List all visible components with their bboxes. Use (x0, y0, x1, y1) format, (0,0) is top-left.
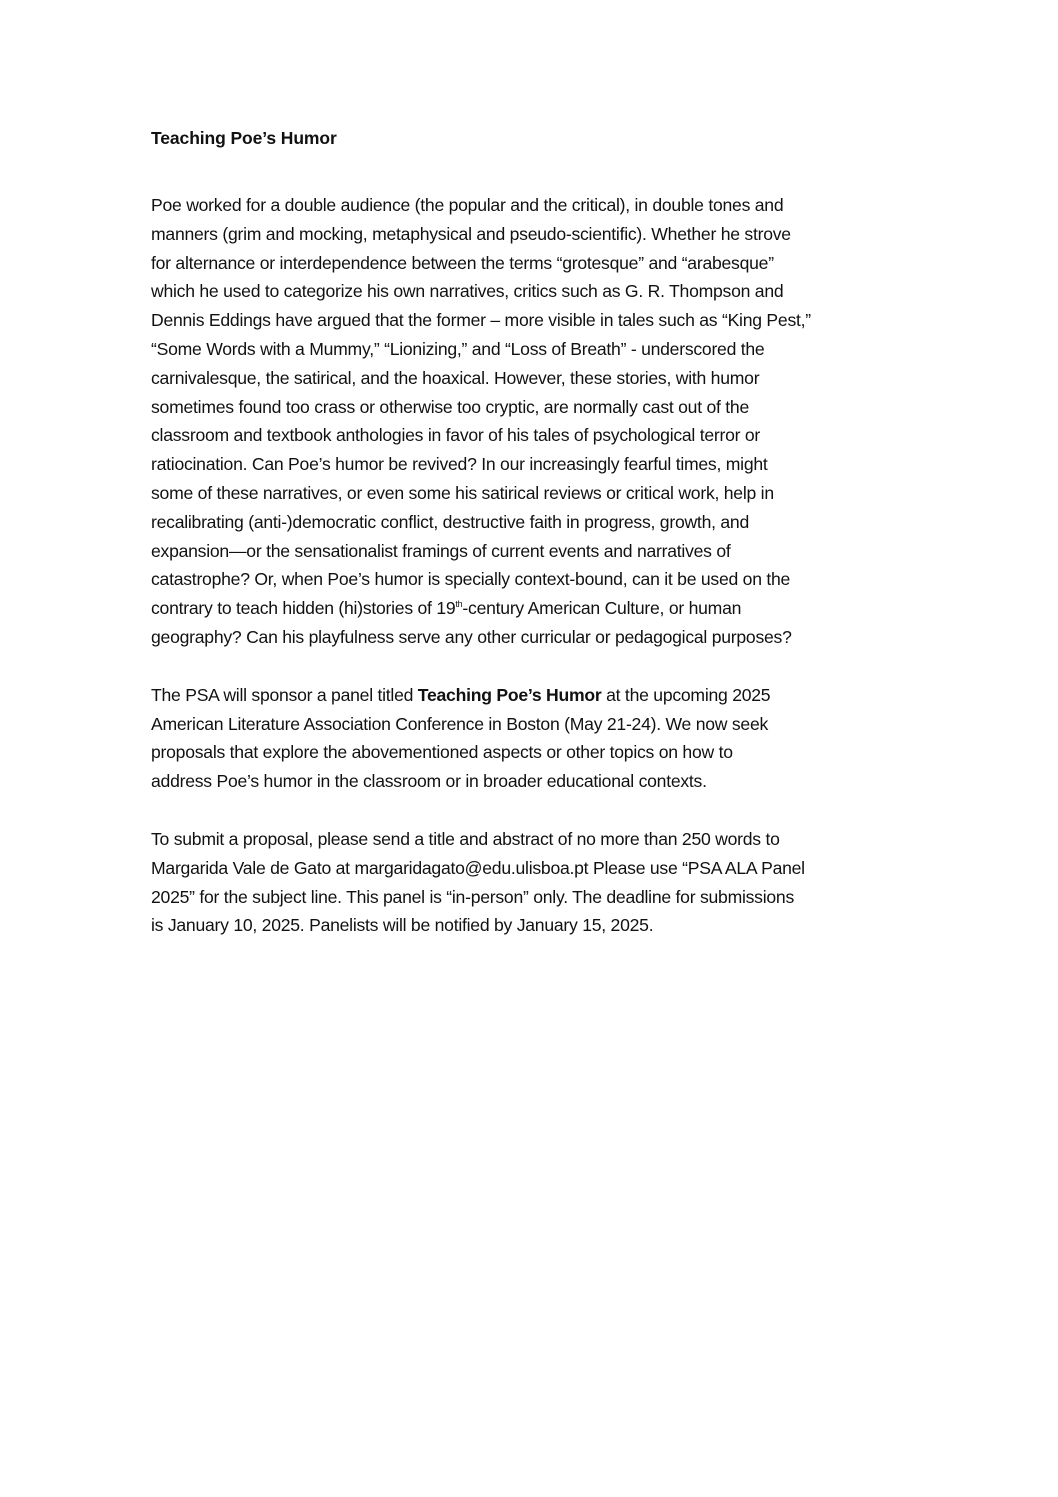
text-line: for alternance or interdependence between the terms “grotesque” and “arabesque” (151, 252, 774, 273)
superscript-ordinal: th (455, 599, 463, 610)
text-line: recalibrating (anti-)democratic conflict, destructive faith in progress, growth, and (151, 511, 749, 532)
text-line (151, 854, 931, 883)
text-line: catastrophe? Or, when Poe’s humor is specially context-bound, can it be used on the (151, 569, 791, 590)
text-line: proposals that explore the abovementioned aspects or other topics on how to (151, 742, 733, 763)
text-segment: -century American Culture, or human (462, 598, 742, 619)
text-line: “Some Words with a Mummy,” “Lionizing,” and “Loss of Breath” - underscored the (151, 338, 765, 359)
text-line: classroom and textbook anthologies in favor of his tales of psychological terror or (151, 425, 761, 446)
contact-email[interactable]: margaridagato@edu.ulisboa.pt (354, 857, 589, 878)
text-line: geography? Can his playfulness serve any other curricular or pedagogical purposes? (151, 626, 792, 647)
paragraph-submission-info (151, 825, 931, 940)
text-line (151, 594, 931, 623)
text-line: is January 10, 2025. Panelists will be notified by January 15, 2025. (151, 915, 654, 936)
text-line: expansion—or the sensationalist framings of current events and narratives of (151, 540, 731, 561)
text-line: which he used to categorize his own narratives, critics such as G. R. Thompson and (151, 281, 784, 302)
text-segment: The PSA will sponsor a panel titled (151, 684, 418, 705)
panel-title-bold: Teaching Poe’s Humor (417, 684, 602, 705)
text-line: carnivalesque, the satirical, and the hoaxical. However, these stories, with humor (151, 367, 760, 388)
text-line: some of these narratives, or even some his satirical reviews or critical work, help in (151, 482, 774, 503)
text-segment: Please use “PSA ALA Panel (588, 857, 805, 878)
document-title: Teaching Poe’s Humor (151, 128, 337, 148)
text-line: sometimes found too crass or otherwise too cryptic, are normally cast out of the (151, 396, 750, 417)
paragraph-panel-announcement (151, 681, 931, 796)
text-line: address Poe’s humor in the classroom or in broader educational contexts. (151, 771, 707, 792)
text-segment: contrary to teach hidden (hi)stories of 19 (151, 598, 456, 619)
text-segment: Margarida Vale de Gato at (151, 857, 355, 878)
text-line (151, 681, 931, 710)
document-content (151, 124, 931, 940)
text-line: Poe worked for a double audience (the popular and the critical), in double tones and (151, 195, 784, 215)
text-line: manners (grim and mocking, metaphysical and pseudo-scientific). Whether he strove (151, 223, 791, 244)
paragraph-intro (151, 191, 931, 652)
text-segment: at the upcoming 2025 (601, 684, 771, 705)
text-line: To submit a proposal, please send a title and abstract of no more than 250 words to (151, 828, 780, 849)
text-line: ratiocination. Can Poe’s humor be revived? In our increasingly fearful times, might (151, 454, 768, 475)
text-line: American Literature Association Conference in Boston (May 21-24). We now seek (151, 713, 769, 734)
text-line: Dennis Eddings have argued that the former – more visible in tales such as “King Pest,” (151, 310, 811, 331)
text-line: 2025” for the subject line. This panel is “in-person” only. The deadline for submissions (151, 886, 795, 907)
